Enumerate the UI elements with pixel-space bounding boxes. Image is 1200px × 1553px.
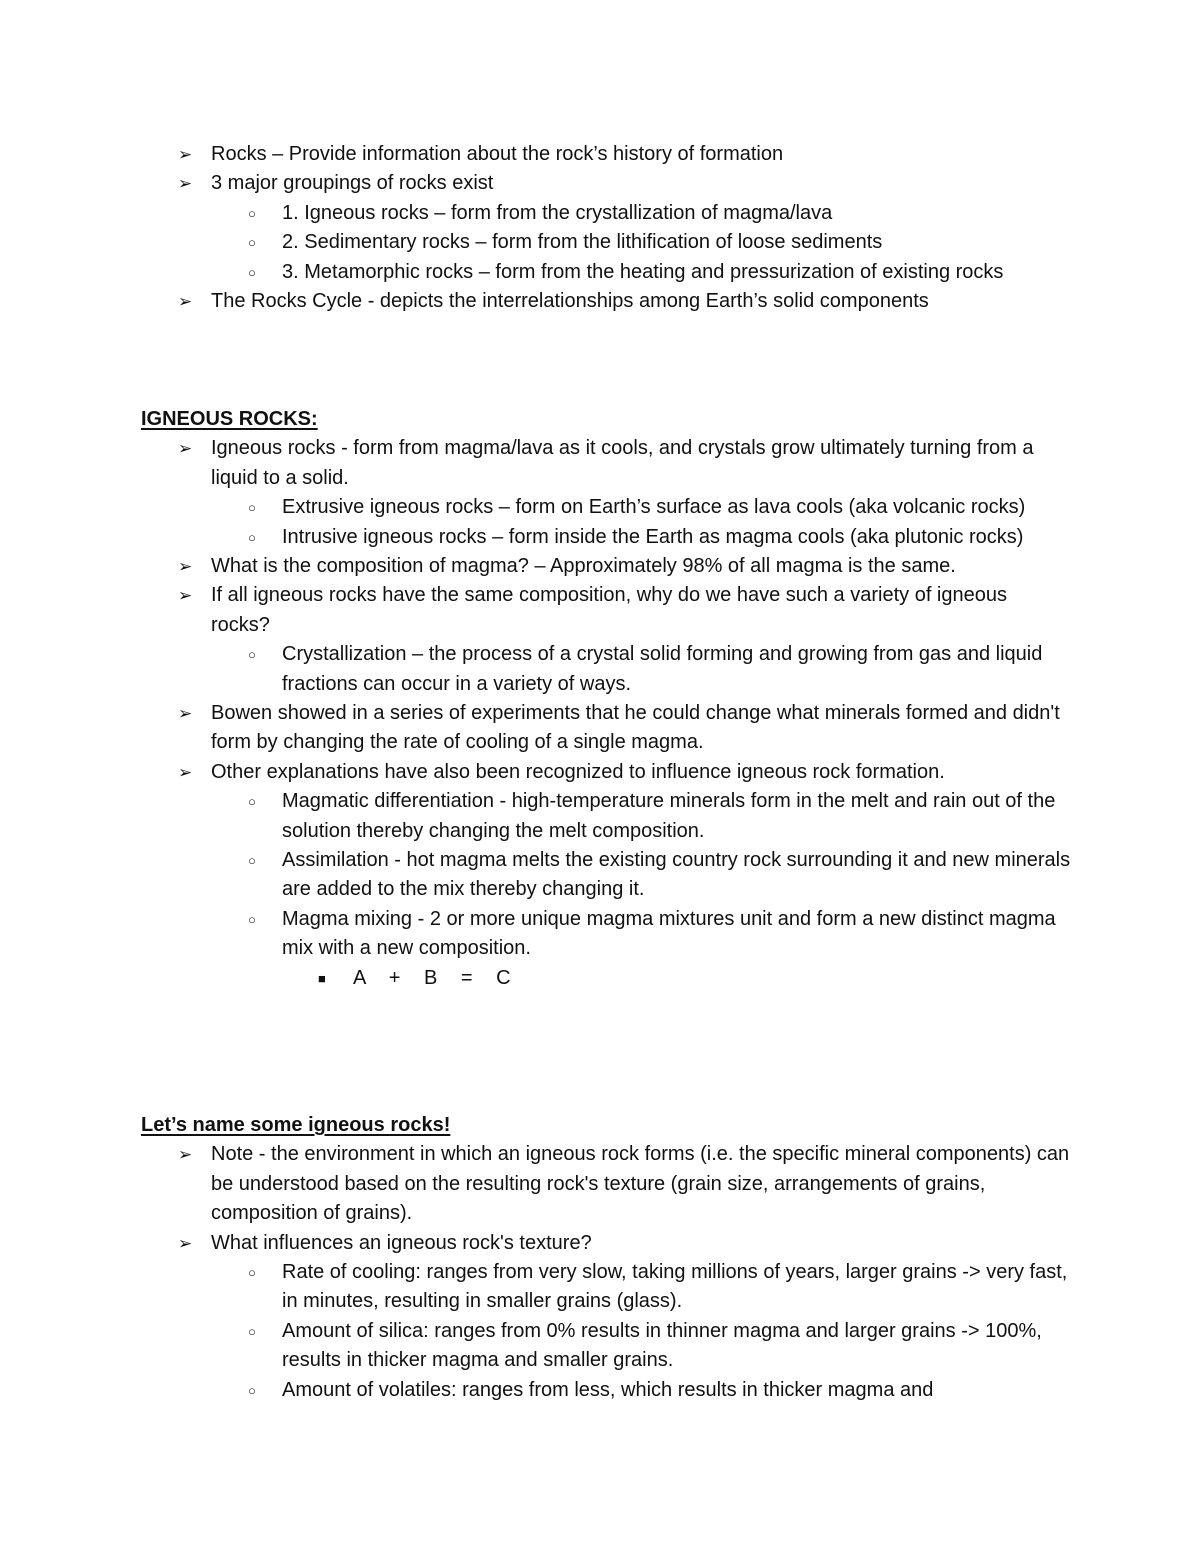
list-item [0, 140, 1071, 169]
list-item-text: Bowen showed in a series of experiments that he could change what minerals formed and didn't form by changing the rate of cooling of a single magma. [211, 702, 1060, 754]
list-item-text: 3 major groupings of rocks exist [211, 172, 494, 195]
list-item-text: Note - the environment in which an igneous rock forms (i.e. the specific mineral components) can be understood based on the resulting rock's texture (grain size, arrangements of grains, composition of grains). [211, 1143, 1070, 1225]
arrow-bullet-icon: ➢ [178, 704, 193, 724]
circle-bullet-icon: ○ [248, 205, 256, 221]
list-item-text: Igneous rocks - form from magma/lava as it cools, and crystals grow ultimately turning from a liquid to a solid. [211, 437, 1034, 489]
list-item-text: Extrusive igneous rocks – form on Earth’s surface as lava cools (aka volcanic rocks) [282, 496, 1026, 519]
naming-igneous-rocks-section [0, 1111, 1200, 1405]
list-item [0, 434, 1071, 493]
list-item-text: Other explanations have also been recognized to influence igneous rock formation. [211, 760, 945, 783]
list-item-text: Magmatic differentiation - high-temperature minerals form in the melt and rain out of the solution thereby changing the melt composition. [282, 790, 1056, 842]
circle-bullet-icon: ○ [248, 1323, 256, 1339]
circle-bullet-icon: ○ [248, 794, 256, 810]
arrow-bullet-icon: ➢ [178, 174, 193, 194]
circle-bullet-icon: ○ [248, 911, 256, 927]
list-item-text: Magma mixing - 2 or more unique magma mixtures unit and form a new distinct magma mix with a new composition. [282, 907, 1056, 960]
list-item [0, 846, 1072, 905]
arrow-bullet-icon: ➢ [178, 1233, 193, 1253]
list-item [0, 523, 1072, 552]
circle-bullet-icon: ○ [248, 264, 256, 280]
list-item [0, 228, 1072, 257]
list-item-text: What influences an igneous rock's texture? [211, 1231, 592, 1254]
list-item-text: Intrusive igneous rocks – form inside the Earth as magma cools (aka plutonic rocks) [282, 525, 1024, 548]
list-item-text: Rocks – Provide information about the rock’s history of formation [211, 143, 784, 165]
list-item [0, 199, 1072, 228]
list-item-text: Amount of volatiles: ranges from less, which results in thicker magma and [282, 1378, 934, 1401]
igneous-rocks-section [0, 405, 1200, 993]
arrow-bullet-icon: ➢ [178, 557, 193, 577]
arrow-bullet-icon: ➢ [178, 439, 193, 459]
list-item [0, 287, 1071, 316]
list-item-text: If all igneous rocks have the same composition, why do we have such a variety of igneous rocks? [211, 584, 1007, 636]
arrow-bullet-icon: ➢ [178, 292, 193, 312]
square-bullet-icon: ■ [318, 970, 326, 986]
circle-bullet-icon: ○ [248, 500, 256, 516]
section-heading: Let’s name some igneous rocks! [141, 1114, 451, 1136]
arrow-bullet-icon: ➢ [178, 1145, 193, 1165]
list-item [0, 905, 1072, 964]
list-item-text: The Rocks Cycle - depicts the interrelationships among Earth’s solid components [211, 290, 929, 313]
list-item [0, 1229, 1071, 1258]
circle-bullet-icon: ○ [248, 853, 256, 869]
list-item [0, 258, 1072, 287]
intro-section [0, 140, 1200, 316]
circle-bullet-icon: ○ [248, 235, 256, 251]
list-item [0, 1317, 1072, 1376]
list-item [0, 758, 1071, 787]
list-item-text: Amount of silica: ranges from 0% results in thinner magma and larger grains -> 100%, results in thicker magma and smaller grains. [282, 1319, 1042, 1372]
list-item-text: Rate of cooling: ranges from very slow, taking millions of years, larger grains -> very fast, in minutes, resulting in smaller grains (glass). [282, 1261, 1068, 1313]
list-item [0, 1376, 1072, 1405]
list-item [0, 169, 1071, 198]
list-item [0, 552, 1071, 581]
list-item-text: What is the composition of magma? – Approximately 98% of all magma is the same. [211, 555, 956, 578]
list-item-text: Crystallization – the process of a crystal solid forming and growing from gas and liquid fractions can occur in a variety of ways. [282, 643, 1043, 695]
list-item [0, 787, 1072, 846]
arrow-bullet-icon: ➢ [178, 145, 193, 164]
list-item-text: 2. Sedimentary rocks – form from the lithification of loose sediments [282, 231, 883, 254]
section-heading: IGNEOUS ROCKS: [141, 408, 318, 430]
list-item [0, 699, 1071, 758]
list-item [0, 964, 1073, 993]
list-item-text: Assimilation - hot magma melts the existing country rock surrounding it and new minerals are added to the mix thereby changing it. [282, 849, 1071, 901]
circle-bullet-icon: ○ [248, 1265, 256, 1281]
list-item [0, 1258, 1072, 1317]
list-item [0, 493, 1072, 522]
equation-text: A + B = C [353, 966, 511, 989]
arrow-bullet-icon: ➢ [178, 762, 193, 782]
circle-bullet-icon: ○ [248, 529, 256, 545]
circle-bullet-icon: ○ [248, 1382, 256, 1398]
list-item [0, 581, 1071, 640]
arrow-bullet-icon: ➢ [178, 586, 193, 606]
list-item [0, 1140, 1071, 1228]
list-item [0, 640, 1072, 699]
list-item-text: 3. Metamorphic rocks – form from the heating and pressurization of existing rocks [282, 260, 1004, 283]
list-item-text: 1. Igneous rocks – form from the crystallization of magma/lava [282, 201, 833, 224]
circle-bullet-icon: ○ [248, 647, 256, 663]
